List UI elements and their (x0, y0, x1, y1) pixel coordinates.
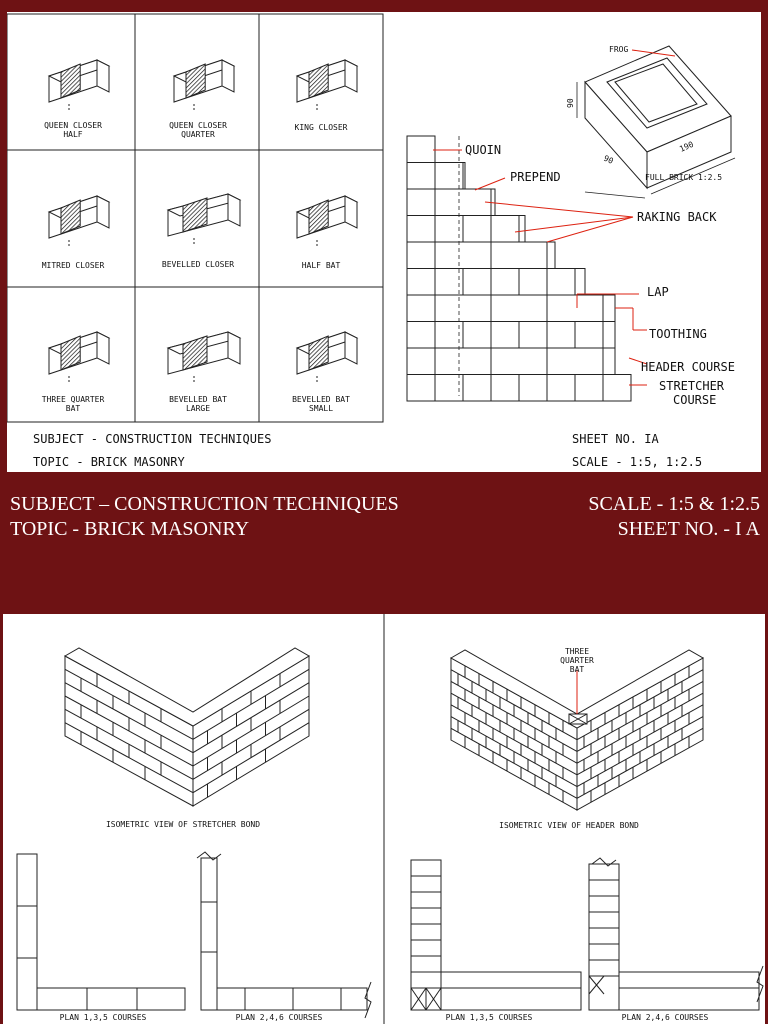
closer-icon (49, 332, 109, 384)
wall-brick (547, 348, 603, 375)
closer-label: HALF (63, 130, 83, 139)
wall-brick (575, 322, 603, 349)
full-brick-drawing (585, 46, 731, 188)
closer-icon (297, 196, 357, 248)
stretcher-course-label: COURSE (673, 393, 717, 407)
title-subject: SUBJECT - CONSTRUCTION TECHNIQUES (33, 432, 272, 446)
header-course-label: HEADER COURSE (641, 360, 735, 374)
wall-brick (575, 269, 585, 296)
wall-brick (435, 348, 491, 375)
wall-brick (407, 295, 435, 322)
three-quarter-bat-label: QUARTER (560, 656, 594, 665)
wall-brick (547, 269, 575, 296)
wall-brick (519, 216, 525, 243)
closer-icon (174, 60, 234, 112)
wall-brick (519, 269, 547, 296)
wall-brick (463, 163, 465, 190)
caption-sheet: SHEET NO. - I A (617, 518, 760, 540)
wall-brick (407, 322, 435, 349)
closer-label: BEVELLED BAT (169, 395, 227, 404)
wall-brick (603, 295, 615, 322)
wall-brick (407, 216, 435, 243)
stretcher-view-label: ISOMETRIC VIEW OF STRETCHER BOND (105, 820, 261, 829)
wall-brick (603, 322, 615, 349)
wall-brick (519, 322, 547, 349)
brick-height-dim: 90 (566, 98, 575, 108)
plan-246-right-label: PLAN 2,4,6 COURSES (621, 1013, 709, 1022)
plan-246-left-label: PLAN 2,4,6 COURSES (235, 1013, 323, 1022)
closer-label: BEVELLED CLOSER (161, 260, 235, 269)
frog-label: FROG (609, 45, 629, 54)
closer-icon (168, 194, 240, 246)
wall-brick (463, 216, 491, 243)
wall-brick (407, 242, 435, 269)
closer-label: MITRED CLOSER (41, 261, 105, 270)
wall-brick (491, 269, 519, 296)
wall-brick (491, 322, 519, 349)
wall-brick (407, 163, 435, 190)
title-block (33, 432, 702, 469)
plan-135-right-label: PLAN 1,3,5 COURSES (445, 1013, 533, 1022)
wall-brick (435, 375, 463, 402)
closer-label: LARGE (185, 404, 211, 413)
closer-label: QUARTER (181, 130, 215, 139)
three-quarter-bat-label: THREE (564, 647, 590, 656)
title-topic: TOPIC - BRICK MASONRY (33, 455, 185, 469)
wall-brick (603, 375, 631, 402)
wall-brick (575, 375, 603, 402)
wall-brick (407, 348, 435, 375)
plans (17, 854, 759, 1010)
caption-subject: SUBJECT – CONSTRUCTION TECHNIQUES (10, 493, 399, 515)
sheet2-drawing (3, 614, 765, 1024)
wall-brick (491, 348, 547, 375)
closer-label: QUEEN CLOSER (44, 121, 102, 130)
closer-icon (297, 60, 357, 112)
caption-scale: SCALE - 1:5 & 1:2.5 (588, 493, 760, 515)
wall-brick (519, 375, 547, 402)
wall-brick (407, 189, 435, 216)
sheet1-drawing (7, 12, 761, 472)
full-brick-caption: FULL BRICK 1:2.5 (645, 173, 723, 182)
lap-label: LAP (647, 285, 669, 299)
drawing-sheet-2 (3, 614, 765, 1024)
closer-label: BEVELLED BAT (292, 395, 350, 404)
three-quarter-bat-label: BAT (569, 665, 585, 674)
brick-length-dim: 190 (678, 139, 696, 154)
closer-label: HALF BAT (301, 261, 341, 270)
stretcher-bond-iso (65, 648, 309, 806)
wall-brick (547, 322, 575, 349)
raking-back-label: RAKING BACK (637, 210, 717, 224)
header-view-label: ISOMETRIC VIEW OF HEADER BOND (499, 821, 639, 830)
wall-brick (407, 375, 435, 402)
closer-icons (49, 60, 357, 384)
closer-label: THREE QUARTER (41, 395, 105, 404)
closer-label: BAT (65, 404, 81, 413)
brick-width-dim: 90 (602, 153, 615, 166)
wall-brick (547, 295, 603, 322)
wall-brick (547, 242, 555, 269)
closer-icon (168, 332, 240, 384)
prepend-label: PREPEND (510, 170, 561, 184)
wall-brick (547, 375, 575, 402)
plan-135-left-label: PLAN 1,3,5 COURSES (59, 1013, 147, 1022)
closer-icon (49, 196, 109, 248)
closer-label: KING CLOSER (294, 123, 348, 132)
drawing-sheet-1 (7, 12, 761, 472)
quoin-label: QUOIN (465, 143, 502, 157)
title-scale: SCALE - 1:5, 1:2.5 (572, 455, 703, 469)
wall-brick (463, 375, 491, 402)
wall-brick (463, 322, 491, 349)
wall-brick (603, 348, 615, 375)
toothing-label: TOOTHING (649, 327, 707, 341)
wall-brick (491, 375, 519, 402)
wall-brick (407, 269, 435, 296)
wall-brick (435, 189, 491, 216)
wall-brick (491, 295, 547, 322)
closer-label: QUEEN CLOSER (169, 121, 227, 130)
closer-label: SMALL (308, 404, 334, 413)
wall-brick (491, 216, 519, 243)
title-sheet: SHEET NO. IA (572, 432, 659, 446)
closer-icon (297, 332, 357, 384)
wall-brick (407, 136, 435, 163)
wall-brick (463, 269, 491, 296)
wall-brick (435, 242, 491, 269)
wall-brick (435, 295, 491, 322)
stretcher-course-label: STRETCHER (659, 379, 725, 393)
closer-icon (49, 60, 109, 112)
caption-topic: TOPIC - BRICK MASONRY (10, 518, 250, 540)
wall-brick (491, 242, 547, 269)
